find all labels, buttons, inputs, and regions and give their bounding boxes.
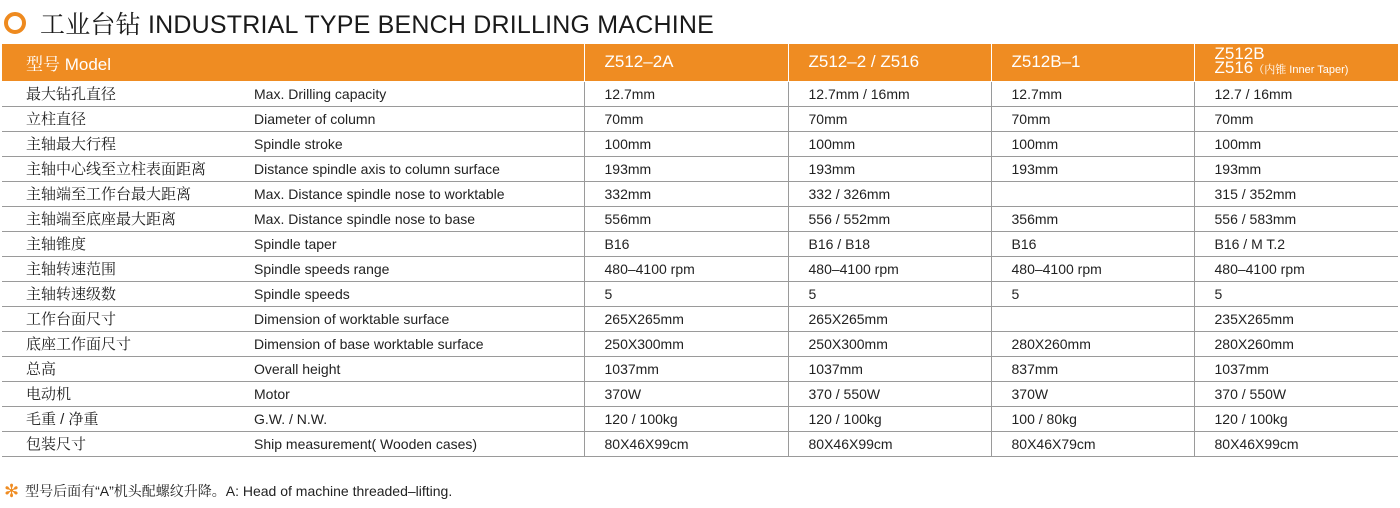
spec-value: 120 / 100kg — [788, 406, 991, 431]
spec-value: 12.7mm — [584, 81, 788, 106]
model-col-2: Z512–2 / Z516 — [788, 44, 991, 81]
spec-value: 370 / 550W — [1194, 381, 1398, 406]
spec-value: 100 / 80kg — [991, 406, 1194, 431]
spec-value: 315 / 352mm — [1194, 181, 1398, 206]
spec-label-cn: 最大钻孔直径 — [2, 81, 248, 106]
spec-value: 70mm — [1194, 106, 1398, 131]
table-row — [2, 131, 1398, 156]
spec-label-cn: 主轴转速范围 — [2, 256, 248, 281]
model-col-3: Z512B–1 — [991, 44, 1194, 81]
table-row — [2, 106, 1398, 131]
table-row — [2, 81, 1398, 106]
spec-label-en: G.W. / N.W. — [248, 406, 584, 431]
spec-value: 193mm — [584, 156, 788, 181]
spec-label-cn: 主轴锥度 — [2, 231, 248, 256]
table-row — [2, 181, 1398, 206]
spec-value: 480–4100 rpm — [991, 256, 1194, 281]
spec-value: 100mm — [991, 131, 1194, 156]
spec-value: 193mm — [991, 156, 1194, 181]
spec-value: B16 — [991, 231, 1194, 256]
spec-value: B16 / M T.2 — [1194, 231, 1398, 256]
spec-label-cn: 底座工作面尺寸 — [2, 331, 248, 356]
model-col-1: Z512–2A — [584, 44, 788, 81]
table-row — [2, 156, 1398, 181]
spec-value: 120 / 100kg — [1194, 406, 1398, 431]
table-row — [2, 281, 1398, 306]
spec-value: 100mm — [1194, 131, 1398, 156]
spec-label-en: Dimension of worktable surface — [248, 306, 584, 331]
spec-value: 1037mm — [584, 356, 788, 381]
model-header: 型号 Model — [2, 44, 584, 81]
spec-label-en: Max. Distance spindle nose to worktable — [248, 181, 584, 206]
spec-value: 280X260mm — [1194, 331, 1398, 356]
spec-value: 235X265mm — [1194, 306, 1398, 331]
spec-value: 480–4100 rpm — [1194, 256, 1398, 281]
spec-value: 80X46X79cm — [991, 431, 1194, 456]
model-col-4-note: （内锥 Inner Taper) — [1253, 64, 1349, 77]
spec-value: 80X46X99cm — [584, 431, 788, 456]
spec-value: 556 / 552mm — [788, 206, 991, 231]
spec-value: 265X265mm — [584, 306, 788, 331]
spec-value — [991, 181, 1194, 206]
spec-value: 5 — [1194, 281, 1398, 306]
spec-value: 250X300mm — [584, 331, 788, 356]
spec-value — [991, 306, 1194, 331]
spec-label-cn: 毛重 / 净重 — [2, 406, 248, 431]
spec-label-en: Motor — [248, 381, 584, 406]
spec-value: 280X260mm — [991, 331, 1194, 356]
table-row — [2, 306, 1398, 331]
spec-value: 556 / 583mm — [1194, 206, 1398, 231]
spec-label-cn: 工作台面尺寸 — [2, 306, 248, 331]
spec-value: 250X300mm — [788, 331, 991, 356]
spec-value: 120 / 100kg — [584, 406, 788, 431]
spec-value: 1037mm — [788, 356, 991, 381]
model-col-4 — [1194, 44, 1398, 81]
spec-value: 100mm — [584, 131, 788, 156]
spec-label-en: Max. Distance spindle nose to base — [248, 206, 584, 231]
table-row — [2, 356, 1398, 381]
spec-label-cn: 主轴端至工作台最大距离 — [2, 181, 248, 206]
spec-label-en: Ship measurement( Wooden cases) — [248, 431, 584, 456]
spec-label-cn: 电动机 — [2, 381, 248, 406]
spec-value: 12.7mm — [991, 81, 1194, 106]
model-col-4-line1: Z512B — [1214, 44, 1265, 64]
table-row — [2, 381, 1398, 406]
spec-value: 370W — [991, 381, 1194, 406]
table-row — [2, 406, 1398, 431]
spec-value: 70mm — [584, 106, 788, 131]
circle-bullet-icon — [4, 12, 26, 34]
spec-label-en: Diameter of column — [248, 106, 584, 131]
footnote-text: 型号后面有“A”机头配螺纹升降。A: Head of machine threaded–lifting. — [25, 483, 453, 499]
spec-label-en: Spindle taper — [248, 231, 584, 256]
spec-value: 332mm — [584, 181, 788, 206]
spec-label-cn: 总高 — [2, 356, 248, 381]
spec-value: 5 — [788, 281, 991, 306]
spec-value: 70mm — [991, 106, 1194, 131]
table-row — [2, 231, 1398, 256]
spec-value: 332 / 326mm — [788, 181, 991, 206]
spec-label-en: Overall height — [248, 356, 584, 381]
spec-value: 356mm — [991, 206, 1194, 231]
spec-value: 12.7mm / 16mm — [788, 81, 991, 106]
spec-value: 193mm — [1194, 156, 1398, 181]
spec-value: 265X265mm — [788, 306, 991, 331]
table-row — [2, 256, 1398, 281]
spec-value: 100mm — [788, 131, 991, 156]
footnote — [4, 481, 452, 501]
spec-value: 80X46X99cm — [788, 431, 991, 456]
spec-value: 12.7 / 16mm — [1194, 81, 1398, 106]
spec-label-en: Distance spindle axis to column surface — [248, 156, 584, 181]
spec-value: B16 — [584, 231, 788, 256]
spec-value: 80X46X99cm — [1194, 431, 1398, 456]
spec-value: 480–4100 rpm — [788, 256, 991, 281]
table-header-row — [2, 44, 1398, 81]
title-bar — [2, 3, 1398, 43]
spec-label-cn: 包装尺寸 — [2, 431, 248, 456]
spec-value: 1037mm — [1194, 356, 1398, 381]
table-row — [2, 431, 1398, 456]
spec-label-cn: 主轴中心线至立柱表面距离 — [2, 156, 248, 181]
spec-table — [2, 44, 1399, 457]
spec-label-cn: 立柱直径 — [2, 106, 248, 131]
spec-value: 480–4100 rpm — [584, 256, 788, 281]
spec-label-cn: 主轴最大行程 — [2, 131, 248, 156]
spec-label-cn: 主轴转速级数 — [2, 281, 248, 306]
spec-value: 193mm — [788, 156, 991, 181]
table-row — [2, 331, 1398, 356]
asterisk-icon: ✻ — [4, 481, 20, 501]
spec-label-en: Spindle stroke — [248, 131, 584, 156]
spec-value: 5 — [991, 281, 1194, 306]
spec-value: 556mm — [584, 206, 788, 231]
spec-value: 5 — [584, 281, 788, 306]
spec-value: 370W — [584, 381, 788, 406]
spec-label-en: Spindle speeds range — [248, 256, 584, 281]
spec-value: B16 / B18 — [788, 231, 991, 256]
spec-label-en: Spindle speeds — [248, 281, 584, 306]
page-title: 工业台钻 INDUSTRIAL TYPE BENCH DRILLING MACHINE — [40, 11, 714, 39]
table-row — [2, 206, 1398, 231]
spec-label-en: Dimension of base worktable surface — [248, 331, 584, 356]
spec-label-cn: 主轴端至底座最大距离 — [2, 206, 248, 231]
spec-value: 837mm — [991, 356, 1194, 381]
model-col-4-line2: Z516 — [1214, 58, 1254, 78]
spec-label-en: Max. Drilling capacity — [248, 81, 584, 106]
spec-value: 370 / 550W — [788, 381, 991, 406]
spec-value: 70mm — [788, 106, 991, 131]
